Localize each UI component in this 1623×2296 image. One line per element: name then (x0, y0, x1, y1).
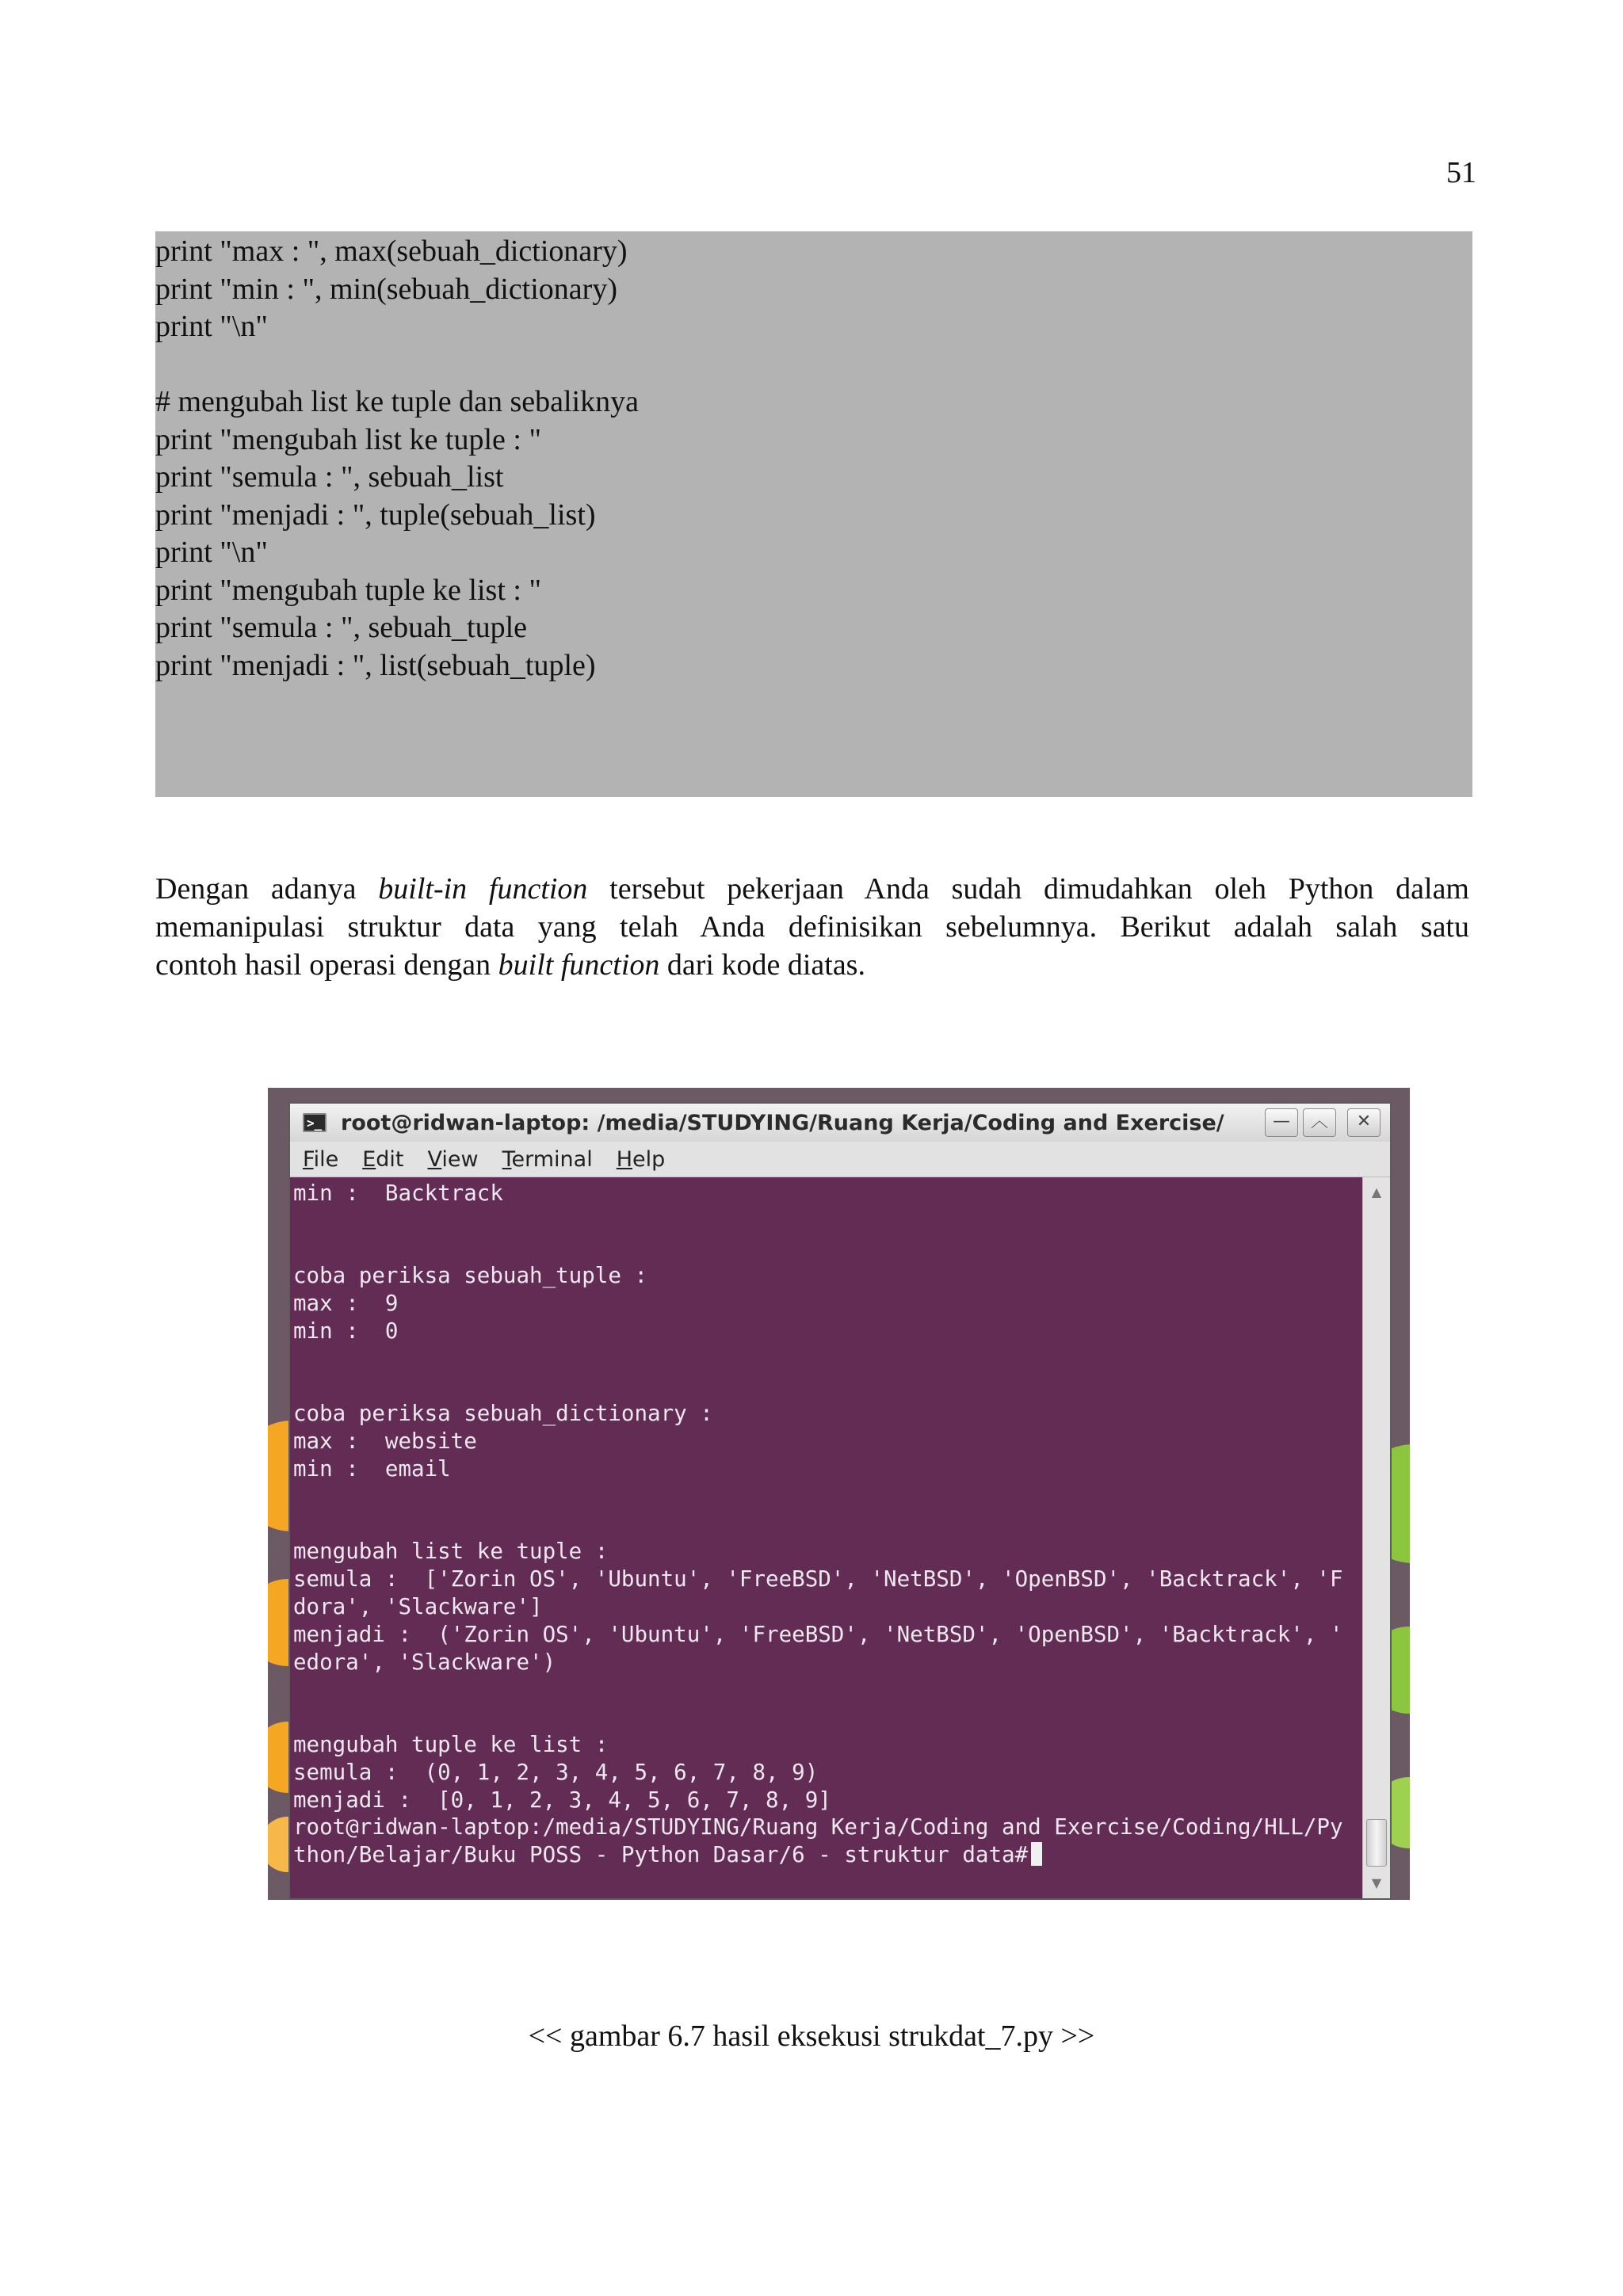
terminal-line: dora', 'Slackware'] (293, 1593, 543, 1619)
close-button[interactable]: ✕ (1347, 1108, 1381, 1137)
terminal-line (293, 1373, 1343, 1401)
terminal-screenshot (268, 1088, 1410, 1900)
paragraph-line-1: Dengan adanya built-in function tersebut pekerjaan Anda sudah dimudahkan oleh Python dalam (155, 872, 1469, 906)
menu-edit[interactable]: Edit (362, 1146, 404, 1172)
terminal-line: max : 9 (293, 1291, 399, 1317)
code-block (155, 231, 1472, 797)
menu-help[interactable]: Help (616, 1146, 666, 1172)
menu-bar (290, 1142, 1390, 1177)
terminal-line (293, 1345, 1343, 1373)
scrollbar[interactable] (1362, 1177, 1390, 1898)
code-line (155, 346, 1472, 384)
terminal-line: edora', 'Slackware') (293, 1649, 556, 1675)
body-paragraph (155, 870, 1469, 984)
code-line: print "semula : ", sebuah_list (155, 460, 504, 494)
terminal-line: root@ridwan-laptop:/media/STUDYING/Ruang Kerja/Coding and Exercise/Coding/HLL/Py (293, 1814, 1343, 1840)
code-line: print "min : ", min(sebuah_dictionary) (155, 272, 617, 306)
terminal-line: coba periksa sebuah_tuple : (293, 1263, 648, 1289)
terminal-output[interactable] (290, 1177, 1363, 1898)
terminal-line: semula : (0, 1, 2, 3, 4, 5, 6, 7, 8, 9) (293, 1759, 819, 1785)
menu-file[interactable]: File (303, 1146, 339, 1172)
terminal-line (293, 1676, 1343, 1703)
terminal-line (293, 1483, 1343, 1511)
scroll-up-arrow-icon[interactable]: ▲ (1371, 1184, 1382, 1199)
emphasis-built-function: built function (498, 948, 660, 982)
figure-caption: << gambar 6.7 hasil eksekusi strukdat_7.py >> (528, 2019, 1095, 2053)
terminal-line: menjadi : [0, 1, 2, 3, 4, 5, 6, 7, 8, 9] (293, 1787, 831, 1813)
terminal-line: max : website (293, 1428, 477, 1455)
scroll-down-arrow-icon[interactable]: ▼ (1371, 1875, 1382, 1890)
scroll-thumb[interactable] (1366, 1819, 1387, 1867)
terminal-icon: >_ (303, 1113, 327, 1132)
maximize-button[interactable]: ︿ (1303, 1108, 1336, 1137)
terminal-window (288, 1102, 1392, 1900)
terminal-prompt-line (293, 1841, 1343, 1869)
menu-terminal[interactable]: Terminal (502, 1146, 593, 1172)
terminal-line: mengubah tuple ke list : (293, 1731, 609, 1757)
code-line: print "mengubah tuple ke list : " (155, 573, 541, 607)
code-line: print "max : ", max(sebuah_dictionary) (155, 235, 628, 268)
text-cursor (1031, 1842, 1042, 1866)
terminal-line (293, 1511, 1343, 1539)
terminal-line: min : email (293, 1455, 451, 1482)
terminal-line: menjadi : ('Zorin OS', 'Ubuntu', 'FreeBSD', 'NetBSD', 'OpenBSD', 'Backtrack', ' (293, 1621, 1343, 1647)
code-line: print "mengubah list ke tuple : " (155, 422, 541, 456)
terminal-line (293, 1235, 1343, 1263)
window-title: root@ridwan-laptop: /media/STUDYING/Ruang Kerja/Coding and Exercise/ (341, 1110, 1224, 1135)
minimize-button[interactable]: — (1265, 1108, 1298, 1137)
code-line: # mengubah list ke tuple dan sebaliknya (155, 385, 639, 418)
code-line: print "menjadi : ", tuple(sebuah_list) (155, 498, 596, 532)
code-line: print "menjadi : ", list(sebuah_tuple) (155, 648, 596, 682)
terminal-line: coba periksa sebuah_dictionary : (293, 1401, 713, 1427)
terminal-line (293, 1207, 1343, 1235)
menu-view[interactable]: View (427, 1146, 479, 1172)
page-number: 51 (1446, 156, 1476, 189)
code-line: print "\n" (155, 536, 268, 569)
paragraph-line-3: contoh hasil operasi dengan built function dari kode diatas. (155, 948, 865, 982)
emphasis-built-in-function: built-in function (378, 872, 588, 906)
terminal-line: mengubah list ke tuple : (293, 1539, 609, 1565)
terminal-line (293, 1703, 1343, 1731)
code-line: print "semula : ", sebuah_tuple (155, 611, 527, 644)
paragraph-line-2: memanipulasi struktur data yang telah Anda definisikan sebelumnya. Berikut adalah salah satu (155, 910, 1469, 944)
terminal-line: min : 0 (293, 1318, 399, 1344)
terminal-line: min : Backtrack (293, 1180, 503, 1206)
terminal-prompt: thon/Belajar/Buku POSS - Python Dasar/6 - struktur data# (293, 1842, 1029, 1868)
terminal-line: semula : ['Zorin OS', 'Ubuntu', 'FreeBSD', 'NetBSD', 'OpenBSD', 'Backtrack', 'F (293, 1566, 1343, 1592)
code-line: print "\n" (155, 310, 268, 343)
window-titlebar[interactable] (290, 1104, 1390, 1142)
